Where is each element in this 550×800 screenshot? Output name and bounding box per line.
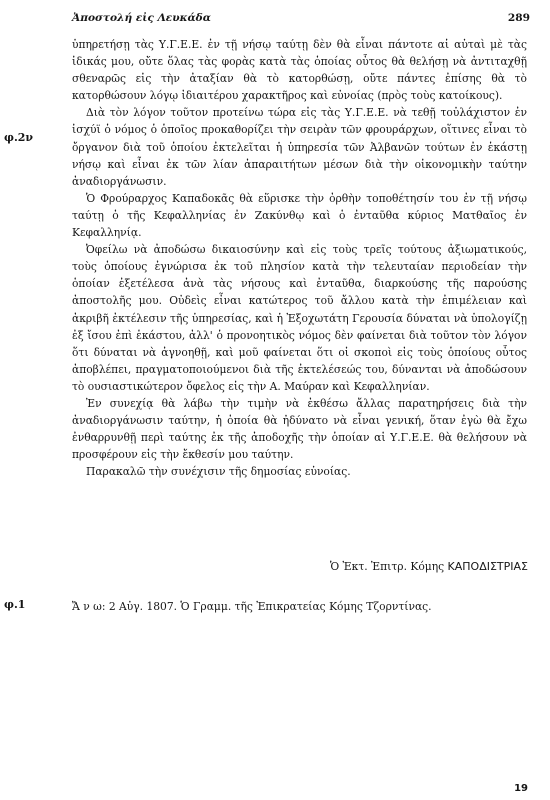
page-number: 289 [507,12,530,24]
running-header [72,12,530,26]
endorsement-note: Ἄ ν ω: 2 Αὐγ. 1807. Ὁ Γραμμ. τῆς Ἐπικρατείας Κόμης Τζορντίνας. [72,600,432,613]
signature-line [330,560,528,573]
running-title: Ἀποστολή εἰς Λευκάδα [72,12,211,24]
letter-body [72,36,527,480]
paragraph-1: ὑπηρετήσῃ τὰς Υ.Γ.Ε.Ε. ἐν τῇ νήσῳ ταύτῃ δὲν θὰ εἶναι πάντοτε αἱ αὐταὶ μὲ τὰς ἰδικάς μου, οὔτε ὅλας τὰς φορὰς κατὰ τὰς ὁποίας οὗτος θὰ θελήσῃ νὰ ἀντιταχθῇ σθεναρῶς εἰς τὴν ἀταξίαν θὰ τὸ κατορθώσῃ, οὔτε πάντες ἐπίσης θὰ τὸ κατορθώσουν λόγῳ ἰδιαιτέρου χαρακτῆρος καὶ εὐνοίας (πρὸς τοὺς κατοίκους). [72,38,527,103]
paragraph-5: Ἐν συνεχίᾳ θὰ λάβω τὴν τιμὴν νὰ ἐκθέσω ἄλλας παρατηρήσεις διὰ τὴν ἀναδιοργάνωσιν ταύτην, ἡ ὁποία θὰ ἠδύνατο νὰ εἶναι γενική, ὅταν ἐγὼ θὰ ἔχω ἐνθαρρυνθῇ περὶ ταύτης ἐκ τῆς ἀποδοχῆς τὴν ὁποίαν αἱ Υ.Γ.Ε.Ε. θὰ θελήσουν νὰ προσφέρουν εἰς τὴν ἔκθεσίν μου ταύτην. [72,396,527,462]
margin-folio-note-first: φ.2ν [4,131,34,144]
paragraph-3: Ὁ Φρούραρχος Καπαδοκᾶς θὰ εὕρισκε τὴν ὀρθὴν τοποθέτησίν του ἐν τῇ νήσῳ ταύτῃ ὁ τῆς Κεφαλληνίας ἐν Ζακύνθῳ καὶ ὁ ἐνταῦθα κύριος Ματθαῖος ἐν Κεφαλληνίᾳ. [72,191,527,240]
paragraph-4: Ὀφείλω νὰ ἀποδώσω δικαιοσύνην καὶ εἰς τοὺς τρεῖς τούτους ἀξιωματικούς, τοὺς ὁποίους ἐγνώρισα ἐκ τοῦ πλησίον κατὰ τὴν τελευταίαν περιοδείαν τὴν ὁποίαν ἐξετέλεσα ἀνὰ τὰς νήσους καὶ ἐνταῦθα, διαρκούσης τῆς παρούσης ἀποστολῆς μου. Οὐδεὶς εἶναι κατώτερος τοῦ ἄλλου κατὰ τὴν ἐπιμέλειαν καὶ ἀκριβῆ ἐκτέλεσιν τῆς ὑπηρεσίας, καὶ ἡ Ἐξοχωτάτη Γερουσία δύναται νὰ ὑπολογίζῃ ἐξ ἴσου ἐπὶ ἑκάστου, ἀλλ' ὁ προνοητικὸς νόμος δὲν φαίνεται διὰ τοῦτον τὸν λόγον ὅτι δύναται νὰ ἀγνοηθῇ, καὶ μοῦ φαίνεται ὅτι οἱ σκοποὶ εἰς τοὺς ὁποίους οὗτος ἀποβλέπει, πραγματοποιούμενοι διὰ τῆς ἐκτελέσεώς του, δύνανται νὰ ἀποδώσουν τὸ ουσιαστικώτερον ὄφελος εἰς τὴν Α. Μαύραν καὶ Κεφαλληνίαν. [72,243,527,393]
signature-prefix: Ὁ Ἐκτ. Ἐπιτρ. Κόμης [329,560,445,573]
signature-name: ΚΑΠΟΔΙΣΤΡΙΑΣ [447,560,528,573]
margin-folio-note-second: φ.1 [4,598,26,611]
paragraph-2: Διὰ τὸν λόγον τοῦτον προτείνω τώρα εἰς τὰς Υ.Γ.Ε.Ε. νὰ τεθῇ τοὐλάχιστον ἐν ἰσχύϊ ὁ νόμος ὁ ὁποῖος προκαθορίζει τὴν σειρὰν τῶν φρουράρχων, οἵτινες εἶναι τὸ ὄργανον διὰ τοῦ ὁποίου ἐκτελεῖται ἡ ὑπηρεσία τῶν Ἀλβανῶν τούτων ἐν ἑκάστῃ νήσῳ καὶ εἶναι ἐκ τῶν λίαν ἀπαραιτήτων μέσων διὰ τὴν οἰκονομικὴν ταύτην ἀναδιοργάνωσιν. [72,106,527,188]
signature-mark: 19 [514,783,528,794]
paragraph-6: Παρακαλῶ τὴν συνέχισιν τῆς δημοσίας εὐνοίας. [86,465,351,479]
